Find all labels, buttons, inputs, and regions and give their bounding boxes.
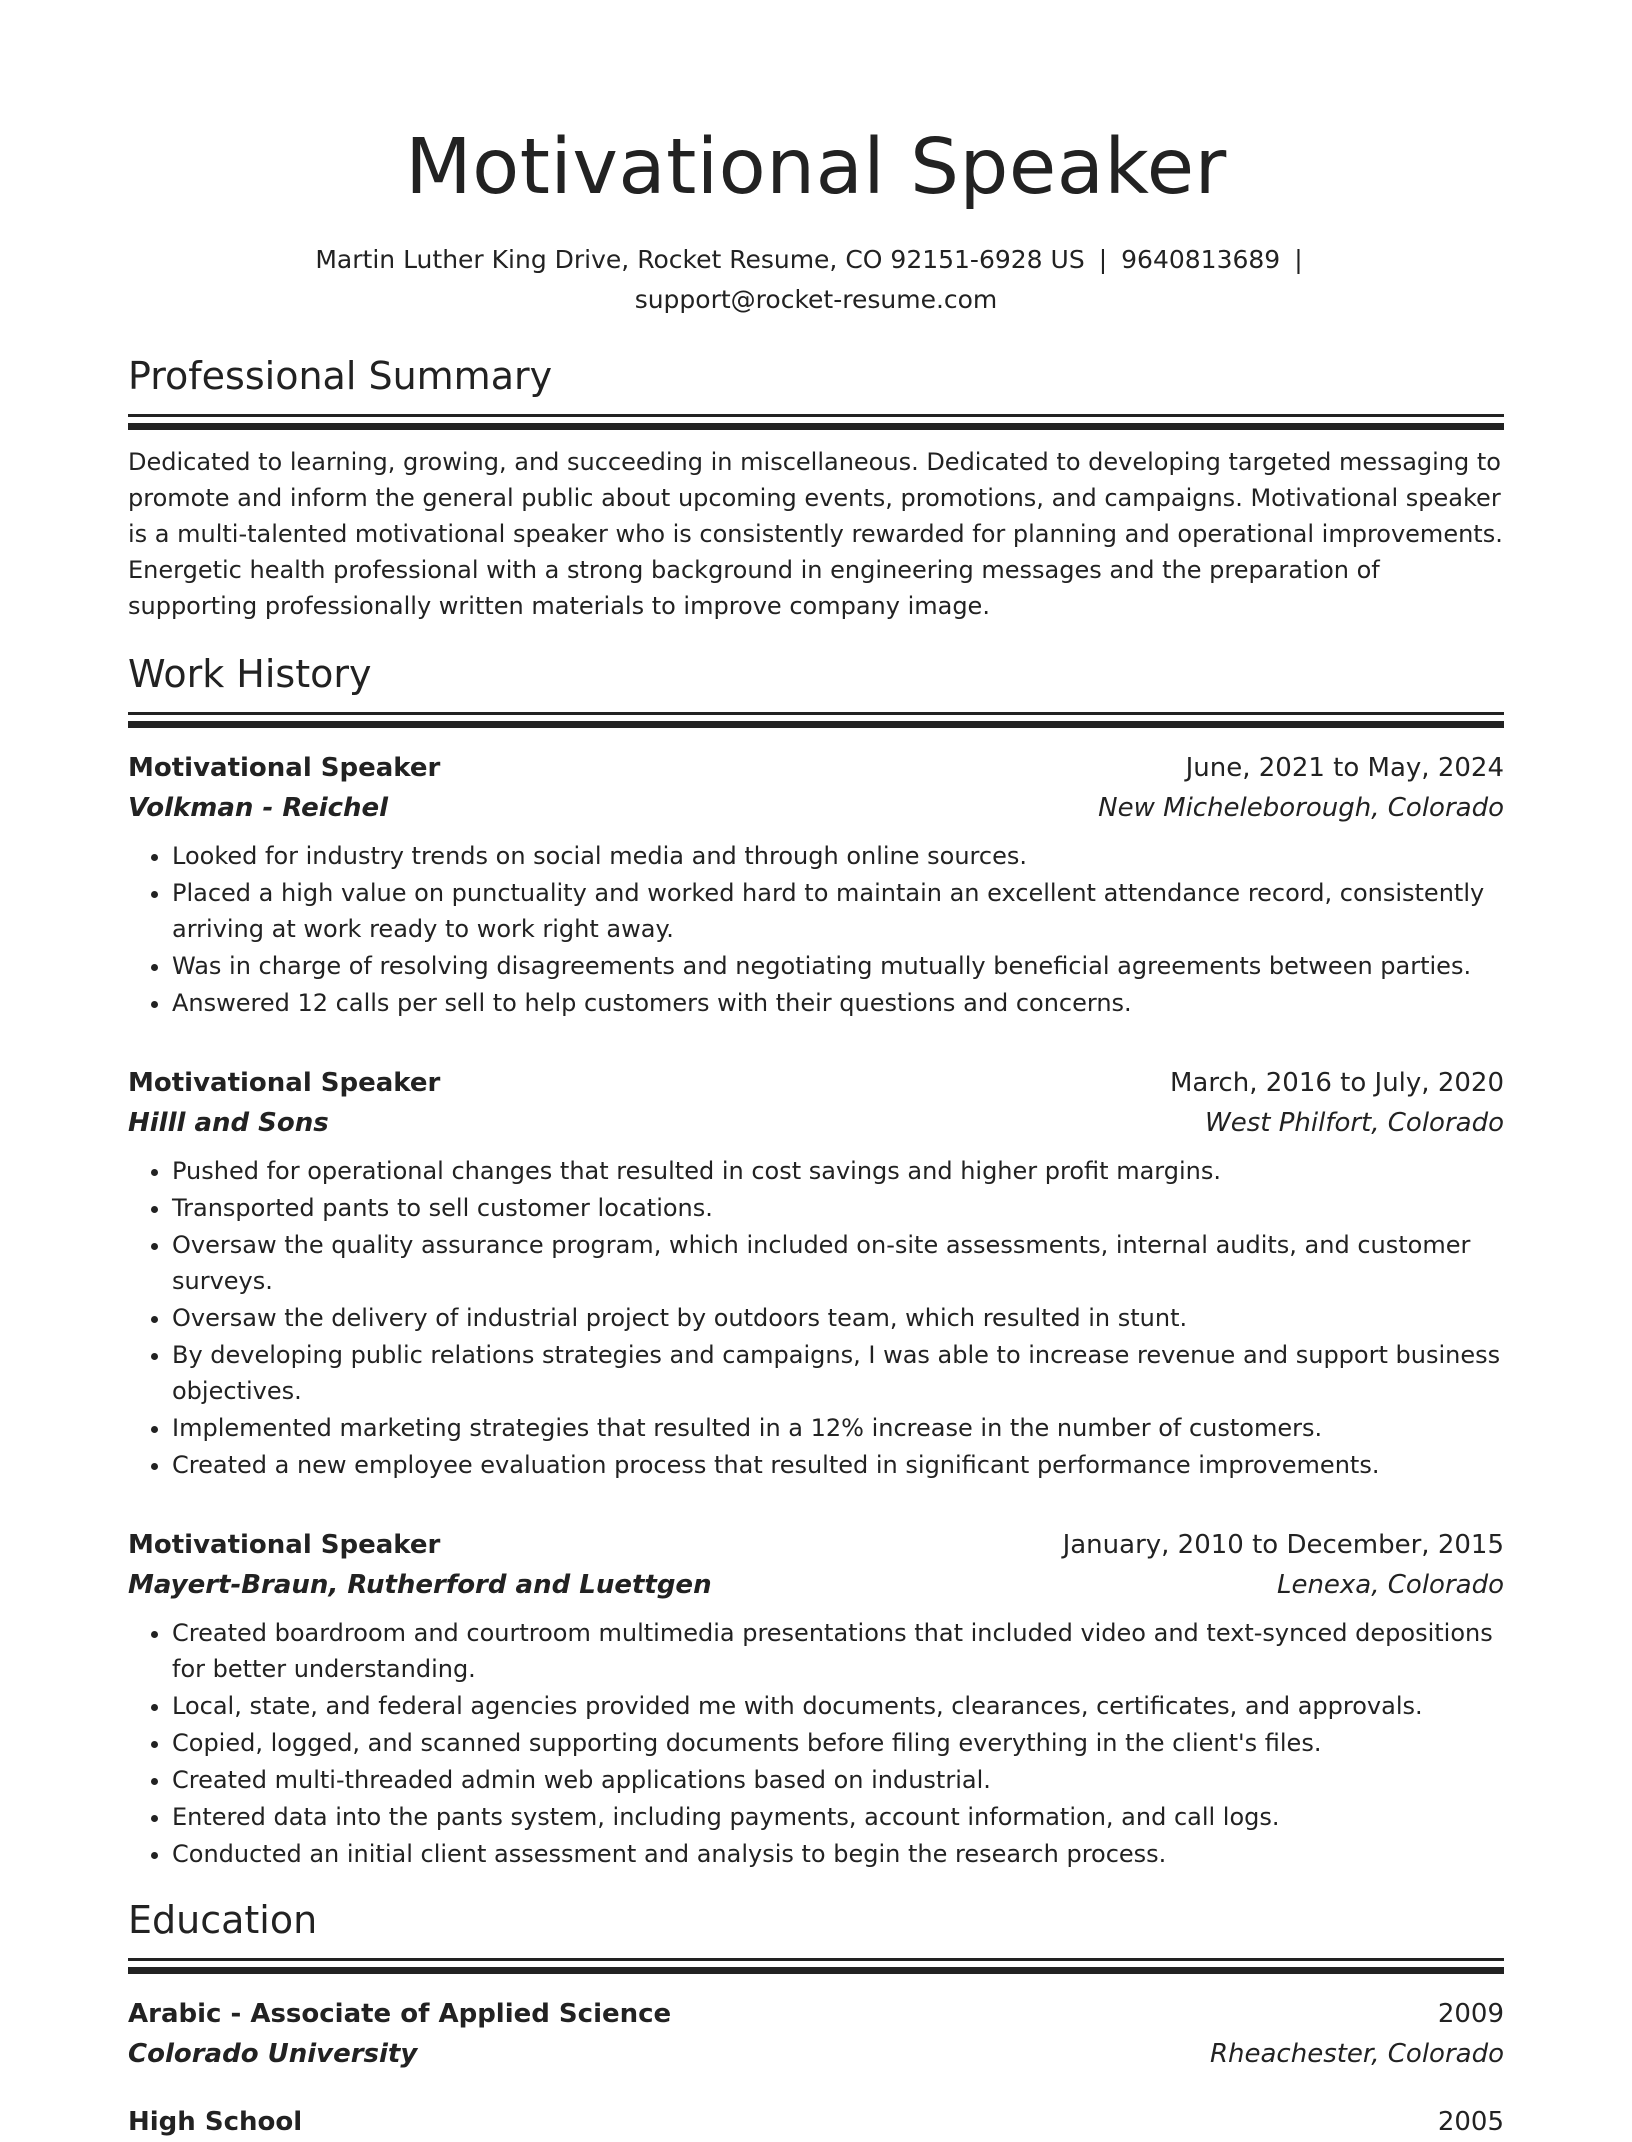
bullet-item: • Answered 12 calls per sell to help customers with their questions and concerns. [172, 985, 1504, 1021]
job-location: West Philfort, Colorado [1204, 1108, 1504, 1138]
job-title: Motivational Speaker [128, 1530, 441, 1560]
contact-line-1 [128, 240, 1504, 280]
job-location: Lenexa, Colorado [1276, 1570, 1504, 1600]
bullet-item: • Oversaw the delivery of industrial project by outdoors team, which resulted in stunt. [172, 1300, 1504, 1336]
bullet-item: • Copied, logged, and scanned supporting documents before filing everything in the client's files. [172, 1725, 1504, 1761]
job-title: Motivational Speaker [128, 753, 441, 783]
job-entry [128, 1063, 1504, 1483]
education-entry [128, 2102, 1504, 2142]
summary-section [128, 352, 1504, 624]
resume-page [128, 0, 1504, 2142]
job-location: New Micheleborough, Colorado [1098, 793, 1504, 823]
bullet-item: • Transported pants to sell customer locations. [172, 1190, 1504, 1226]
bullet-item: • Pushed for operational changes that resulted in cost savings and higher profit margins. [172, 1153, 1504, 1189]
bullet-item: • Was in charge of resolving disagreements and negotiating mutually beneficial agreements between parties. [172, 948, 1504, 984]
contact-email: support@rocket-resume.com [634, 285, 998, 314]
bullet-item: • Looked for industry trends on social media and through online sources. [172, 838, 1504, 874]
job-bullets [128, 838, 1504, 1021]
bullet-item: • Created multi-threaded admin web applications based on industrial. [172, 1762, 1504, 1798]
bullet-item: • Implemented marketing strategies that resulted in a 12% increase in the number of customers. [172, 1410, 1504, 1446]
education-section [128, 1896, 1504, 2142]
section-heading-summary: Professional Summary [128, 354, 553, 398]
resume-title: Motivational Speaker [405, 123, 1227, 212]
job-entry [128, 748, 1504, 1021]
contact-phone: 9640813689 [1121, 245, 1281, 274]
job-bullets [128, 1153, 1504, 1483]
education-school: Colorado University [128, 2039, 418, 2069]
education-degree: High School [128, 2107, 303, 2137]
bullet-item: • Created boardroom and courtroom multimedia presentations that included video and text-synced depositions for better understanding. [172, 1615, 1504, 1687]
bullet-item: • Conducted an initial client assessment and analysis to begin the research process. [172, 1836, 1504, 1872]
education-year: 2009 [1437, 1999, 1504, 2029]
bullet-item: • Placed a high value on punctuality and worked hard to maintain an excellent attendance record, consistently arriving at work ready to work right away. [172, 875, 1504, 947]
summary-text: Dedicated to learning, growing, and succeeding in miscellaneous. Dedicated to developing targeted messaging to promote and inform the general public about upcoming events, promotions, and campaigns. Motivational speaker is a multi-talented motivational speaker who is consistently rewarded for planning and operational improvements. Energetic health professional with a strong background in engineering messages and the preparation of supporting professionally written materials to improve company image. [128, 448, 1503, 620]
job-entry [128, 1525, 1504, 1872]
section-divider [128, 712, 1504, 715]
job-company: Hilll and Sons [128, 1108, 329, 1138]
job-company: Mayert-Braun, Rutherford and Luettgen [128, 1570, 712, 1600]
section-divider [128, 423, 1504, 430]
bullet-item: • Oversaw the quality assurance program, which included on-site assessments, internal audits, and customer surveys. [172, 1227, 1504, 1299]
section-divider [128, 414, 1504, 417]
section-divider [128, 1958, 1504, 1961]
work-history-section [128, 650, 1504, 1872]
bullet-item: • By developing public relations strategies and campaigns, I was able to increase revenue and support business objectives. [172, 1337, 1504, 1409]
job-dates: March, 2016 to July, 2020 [1169, 1068, 1504, 1098]
bullet-item: • Entered data into the pants system, including payments, account information, and call logs. [172, 1799, 1504, 1835]
job-company: Volkman - Reichel [128, 793, 389, 823]
job-dates: January, 2010 to December, 2015 [1062, 1530, 1504, 1560]
section-divider [128, 1967, 1504, 1974]
contact-line-2 [128, 280, 1504, 320]
section-divider [128, 721, 1504, 728]
job-dates: June, 2021 to May, 2024 [1185, 753, 1504, 783]
contact-separator: | [1098, 245, 1108, 274]
contact-address: Martin Luther King Drive, Rocket Resume, CO 92151-6928 US [315, 245, 1085, 274]
bullet-item: • Created a new employee evaluation process that resulted in significant performance improvements. [172, 1447, 1504, 1483]
education-degree: Arabic - Associate of Applied Science [128, 1999, 672, 2029]
contact-separator: | [1294, 245, 1303, 274]
contact-info [128, 240, 1504, 320]
job-title: Motivational Speaker [128, 1068, 441, 1098]
bullet-item: • Local, state, and federal agencies provided me with documents, clearances, certificates, and approvals. [172, 1688, 1504, 1724]
education-year: 2005 [1437, 2107, 1504, 2137]
job-bullets [128, 1615, 1504, 1872]
education-location: Rheachester, Colorado [1209, 2039, 1504, 2069]
education-entry [128, 1994, 1504, 2074]
section-heading-work: Work History [128, 652, 372, 696]
section-heading-education: Education [128, 1898, 318, 1942]
